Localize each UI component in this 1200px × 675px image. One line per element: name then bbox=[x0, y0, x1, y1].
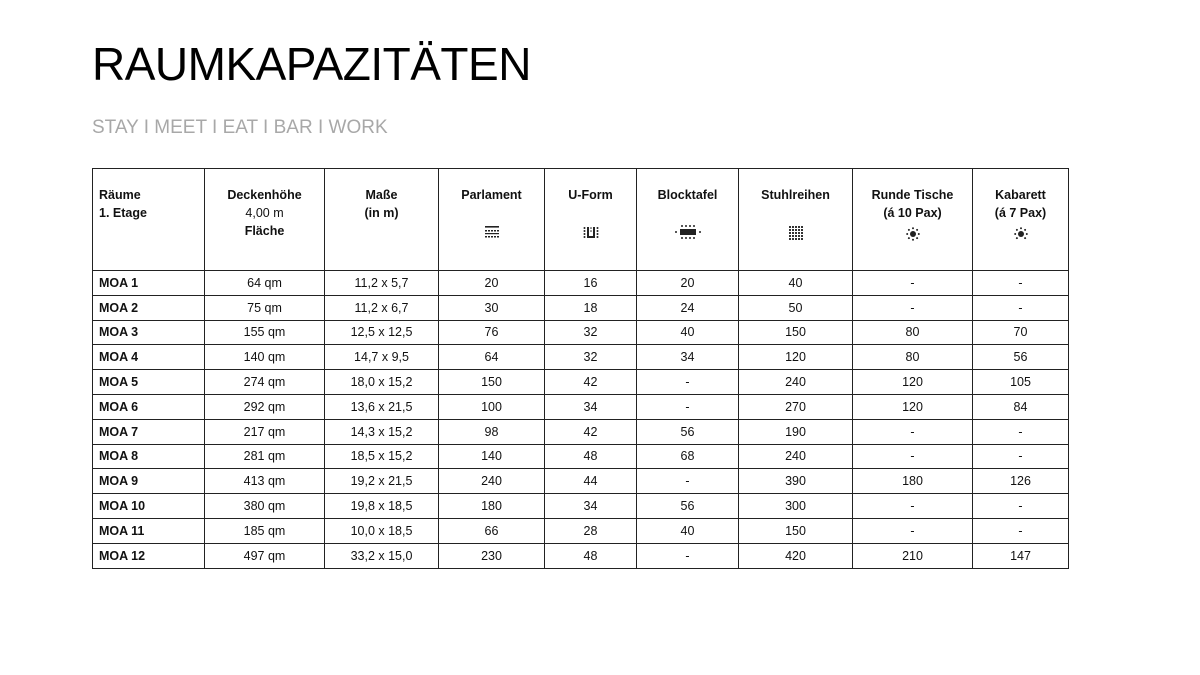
room-capacity-table bbox=[92, 168, 1069, 569]
header-rooms bbox=[93, 169, 205, 271]
cell-area: 155 qm bbox=[205, 320, 325, 345]
cell-parlament: 180 bbox=[439, 494, 545, 519]
cell-chair-rows: 150 bbox=[739, 320, 853, 345]
cell-u-form: 32 bbox=[545, 345, 637, 370]
cell-block-table: 20 bbox=[637, 271, 739, 296]
header-rooms-floor: 1. Etage bbox=[99, 206, 147, 220]
cell-chair-rows: 150 bbox=[739, 518, 853, 543]
cell-u-form: 18 bbox=[545, 295, 637, 320]
header-round-tables bbox=[853, 169, 973, 271]
cell-cabaret: - bbox=[973, 419, 1069, 444]
header-rooms-label: Räume bbox=[99, 188, 141, 202]
cell-area: 75 qm bbox=[205, 295, 325, 320]
cell-u-form: 42 bbox=[545, 419, 637, 444]
cell-room-name: MOA 1 bbox=[93, 271, 205, 296]
header-round-tables-label: Runde Tische bbox=[871, 188, 954, 202]
cell-chair-rows: 270 bbox=[739, 394, 853, 419]
header-block-label: Blocktafel bbox=[657, 188, 718, 202]
header-uform bbox=[545, 169, 637, 271]
cell-parlament: 64 bbox=[439, 345, 545, 370]
cell-parlament: 240 bbox=[439, 469, 545, 494]
cell-area: 281 qm bbox=[205, 444, 325, 469]
cell-round-tables: 120 bbox=[853, 370, 973, 395]
cell-area: 380 qm bbox=[205, 494, 325, 519]
cell-dimensions: 19,2 x 21,5 bbox=[325, 469, 439, 494]
table-row bbox=[93, 469, 1069, 494]
header-cabaret-label: Kabarett bbox=[995, 188, 1046, 202]
cell-u-form: 44 bbox=[545, 469, 637, 494]
table-row bbox=[93, 271, 1069, 296]
cell-room-name: MOA 5 bbox=[93, 370, 205, 395]
cell-parlament: 20 bbox=[439, 271, 545, 296]
header-parlament-label: Parlament bbox=[461, 188, 522, 202]
cell-dimensions: 10,0 x 18,5 bbox=[325, 518, 439, 543]
table-row bbox=[93, 394, 1069, 419]
cell-cabaret: - bbox=[973, 271, 1069, 296]
cell-parlament: 76 bbox=[439, 320, 545, 345]
cell-chair-rows: 240 bbox=[739, 444, 853, 469]
header-round-tables-pax: (á 10 Pax) bbox=[883, 206, 942, 220]
cell-block-table: - bbox=[637, 543, 739, 568]
header-dimensions-unit: (in m) bbox=[364, 206, 399, 220]
cell-room-name: MOA 3 bbox=[93, 320, 205, 345]
cell-parlament: 140 bbox=[439, 444, 545, 469]
cell-block-table: 34 bbox=[637, 345, 739, 370]
cell-block-table: 40 bbox=[637, 320, 739, 345]
table-row bbox=[93, 444, 1069, 469]
cell-block-table: 56 bbox=[637, 494, 739, 519]
cell-area: 64 qm bbox=[205, 271, 325, 296]
cell-round-tables: - bbox=[853, 419, 973, 444]
cell-round-tables: - bbox=[853, 295, 973, 320]
cell-cabaret: 70 bbox=[973, 320, 1069, 345]
header-dimensions bbox=[325, 169, 439, 271]
cell-dimensions: 11,2 x 5,7 bbox=[325, 271, 439, 296]
cell-round-tables: 210 bbox=[853, 543, 973, 568]
round-table-icon bbox=[906, 227, 920, 241]
table-row bbox=[93, 419, 1069, 444]
cell-block-table: 40 bbox=[637, 518, 739, 543]
cell-cabaret: 105 bbox=[973, 370, 1069, 395]
header-cabaret-pax: (á 7 Pax) bbox=[994, 206, 1047, 220]
header-dimensions-label: Maße bbox=[365, 188, 398, 202]
table-body bbox=[93, 271, 1069, 569]
parliament-seating-icon bbox=[485, 226, 499, 238]
cell-dimensions: 19,8 x 18,5 bbox=[325, 494, 439, 519]
cell-room-name: MOA 4 bbox=[93, 345, 205, 370]
cell-round-tables: - bbox=[853, 271, 973, 296]
cell-u-form: 48 bbox=[545, 543, 637, 568]
cell-u-form: 32 bbox=[545, 320, 637, 345]
cell-area: 413 qm bbox=[205, 469, 325, 494]
cell-block-table: - bbox=[637, 469, 739, 494]
cell-round-tables: - bbox=[853, 444, 973, 469]
cell-area: 217 qm bbox=[205, 419, 325, 444]
cell-block-table: - bbox=[637, 370, 739, 395]
header-cabaret bbox=[973, 169, 1069, 271]
cell-round-tables: - bbox=[853, 518, 973, 543]
cell-round-tables: 80 bbox=[853, 345, 973, 370]
cell-block-table: - bbox=[637, 394, 739, 419]
cell-round-tables: 80 bbox=[853, 320, 973, 345]
cell-room-name: MOA 7 bbox=[93, 419, 205, 444]
cell-parlament: 30 bbox=[439, 295, 545, 320]
cell-chair-rows: 420 bbox=[739, 543, 853, 568]
cell-room-name: MOA 8 bbox=[93, 444, 205, 469]
cell-area: 185 qm bbox=[205, 518, 325, 543]
table-row bbox=[93, 295, 1069, 320]
cell-u-form: 28 bbox=[545, 518, 637, 543]
cell-block-table: 68 bbox=[637, 444, 739, 469]
cell-room-name: MOA 2 bbox=[93, 295, 205, 320]
cell-room-name: MOA 6 bbox=[93, 394, 205, 419]
table-row bbox=[93, 345, 1069, 370]
cell-chair-rows: 240 bbox=[739, 370, 853, 395]
cell-cabaret: 126 bbox=[973, 469, 1069, 494]
cell-cabaret: 147 bbox=[973, 543, 1069, 568]
cell-dimensions: 18,5 x 15,2 bbox=[325, 444, 439, 469]
header-block bbox=[637, 169, 739, 271]
cell-dimensions: 14,7 x 9,5 bbox=[325, 345, 439, 370]
cell-chair-rows: 300 bbox=[739, 494, 853, 519]
cell-parlament: 66 bbox=[439, 518, 545, 543]
header-chair-rows-label: Stuhlreihen bbox=[761, 188, 830, 202]
cell-cabaret: 56 bbox=[973, 345, 1069, 370]
cell-round-tables: 180 bbox=[853, 469, 973, 494]
cell-dimensions: 12,5 x 12,5 bbox=[325, 320, 439, 345]
cell-room-name: MOA 9 bbox=[93, 469, 205, 494]
cell-chair-rows: 190 bbox=[739, 419, 853, 444]
cell-u-form: 34 bbox=[545, 494, 637, 519]
cell-dimensions: 14,3 x 15,2 bbox=[325, 419, 439, 444]
header-ceiling-label: Deckenhöhe bbox=[227, 188, 302, 202]
table-row bbox=[93, 320, 1069, 345]
header-chair-rows bbox=[739, 169, 853, 271]
cell-cabaret: - bbox=[973, 518, 1069, 543]
page-subtitle: STAY I MEET I EAT I BAR I WORK bbox=[92, 117, 388, 138]
table-row bbox=[93, 543, 1069, 568]
page-title: RAUMKAPAZITÄTEN bbox=[92, 38, 531, 90]
table-header-row bbox=[93, 169, 1069, 271]
cell-chair-rows: 50 bbox=[739, 295, 853, 320]
header-area-label: Fläche bbox=[244, 224, 285, 238]
cell-room-name: MOA 12 bbox=[93, 543, 205, 568]
cell-area: 292 qm bbox=[205, 394, 325, 419]
cell-area: 497 qm bbox=[205, 543, 325, 568]
header-uform-label: U-Form bbox=[568, 188, 613, 202]
cell-chair-rows: 120 bbox=[739, 345, 853, 370]
header-ceiling bbox=[205, 169, 325, 271]
cell-u-form: 42 bbox=[545, 370, 637, 395]
cell-u-form: 34 bbox=[545, 394, 637, 419]
cell-cabaret: - bbox=[973, 295, 1069, 320]
table-row bbox=[93, 370, 1069, 395]
cell-u-form: 48 bbox=[545, 444, 637, 469]
cell-dimensions: 18,0 x 15,2 bbox=[325, 370, 439, 395]
cell-parlament: 98 bbox=[439, 419, 545, 444]
cell-area: 140 qm bbox=[205, 345, 325, 370]
cell-cabaret: - bbox=[973, 444, 1069, 469]
cell-room-name: MOA 10 bbox=[93, 494, 205, 519]
header-ceiling-height: 4,00 m bbox=[245, 206, 284, 220]
cell-u-form: 16 bbox=[545, 271, 637, 296]
cell-cabaret: - bbox=[973, 494, 1069, 519]
cell-parlament: 150 bbox=[439, 370, 545, 395]
cell-room-name: MOA 11 bbox=[93, 518, 205, 543]
cell-cabaret: 84 bbox=[973, 394, 1069, 419]
cell-block-table: 56 bbox=[637, 419, 739, 444]
cell-parlament: 230 bbox=[439, 543, 545, 568]
cell-round-tables: 120 bbox=[853, 394, 973, 419]
cell-parlament: 100 bbox=[439, 394, 545, 419]
u-shape-seating-icon bbox=[583, 226, 599, 240]
cell-dimensions: 13,6 x 21,5 bbox=[325, 394, 439, 419]
cabaret-table-icon bbox=[1014, 227, 1028, 241]
cell-area: 274 qm bbox=[205, 370, 325, 395]
cell-chair-rows: 40 bbox=[739, 271, 853, 296]
table-row bbox=[93, 518, 1069, 543]
table-row bbox=[93, 494, 1069, 519]
cell-dimensions: 11,2 x 6,7 bbox=[325, 295, 439, 320]
cell-dimensions: 33,2 x 15,0 bbox=[325, 543, 439, 568]
cell-block-table: 24 bbox=[637, 295, 739, 320]
block-table-icon bbox=[673, 224, 703, 240]
header-parlament bbox=[439, 169, 545, 271]
cell-round-tables: - bbox=[853, 494, 973, 519]
chair-rows-icon bbox=[789, 226, 803, 240]
cell-chair-rows: 390 bbox=[739, 469, 853, 494]
